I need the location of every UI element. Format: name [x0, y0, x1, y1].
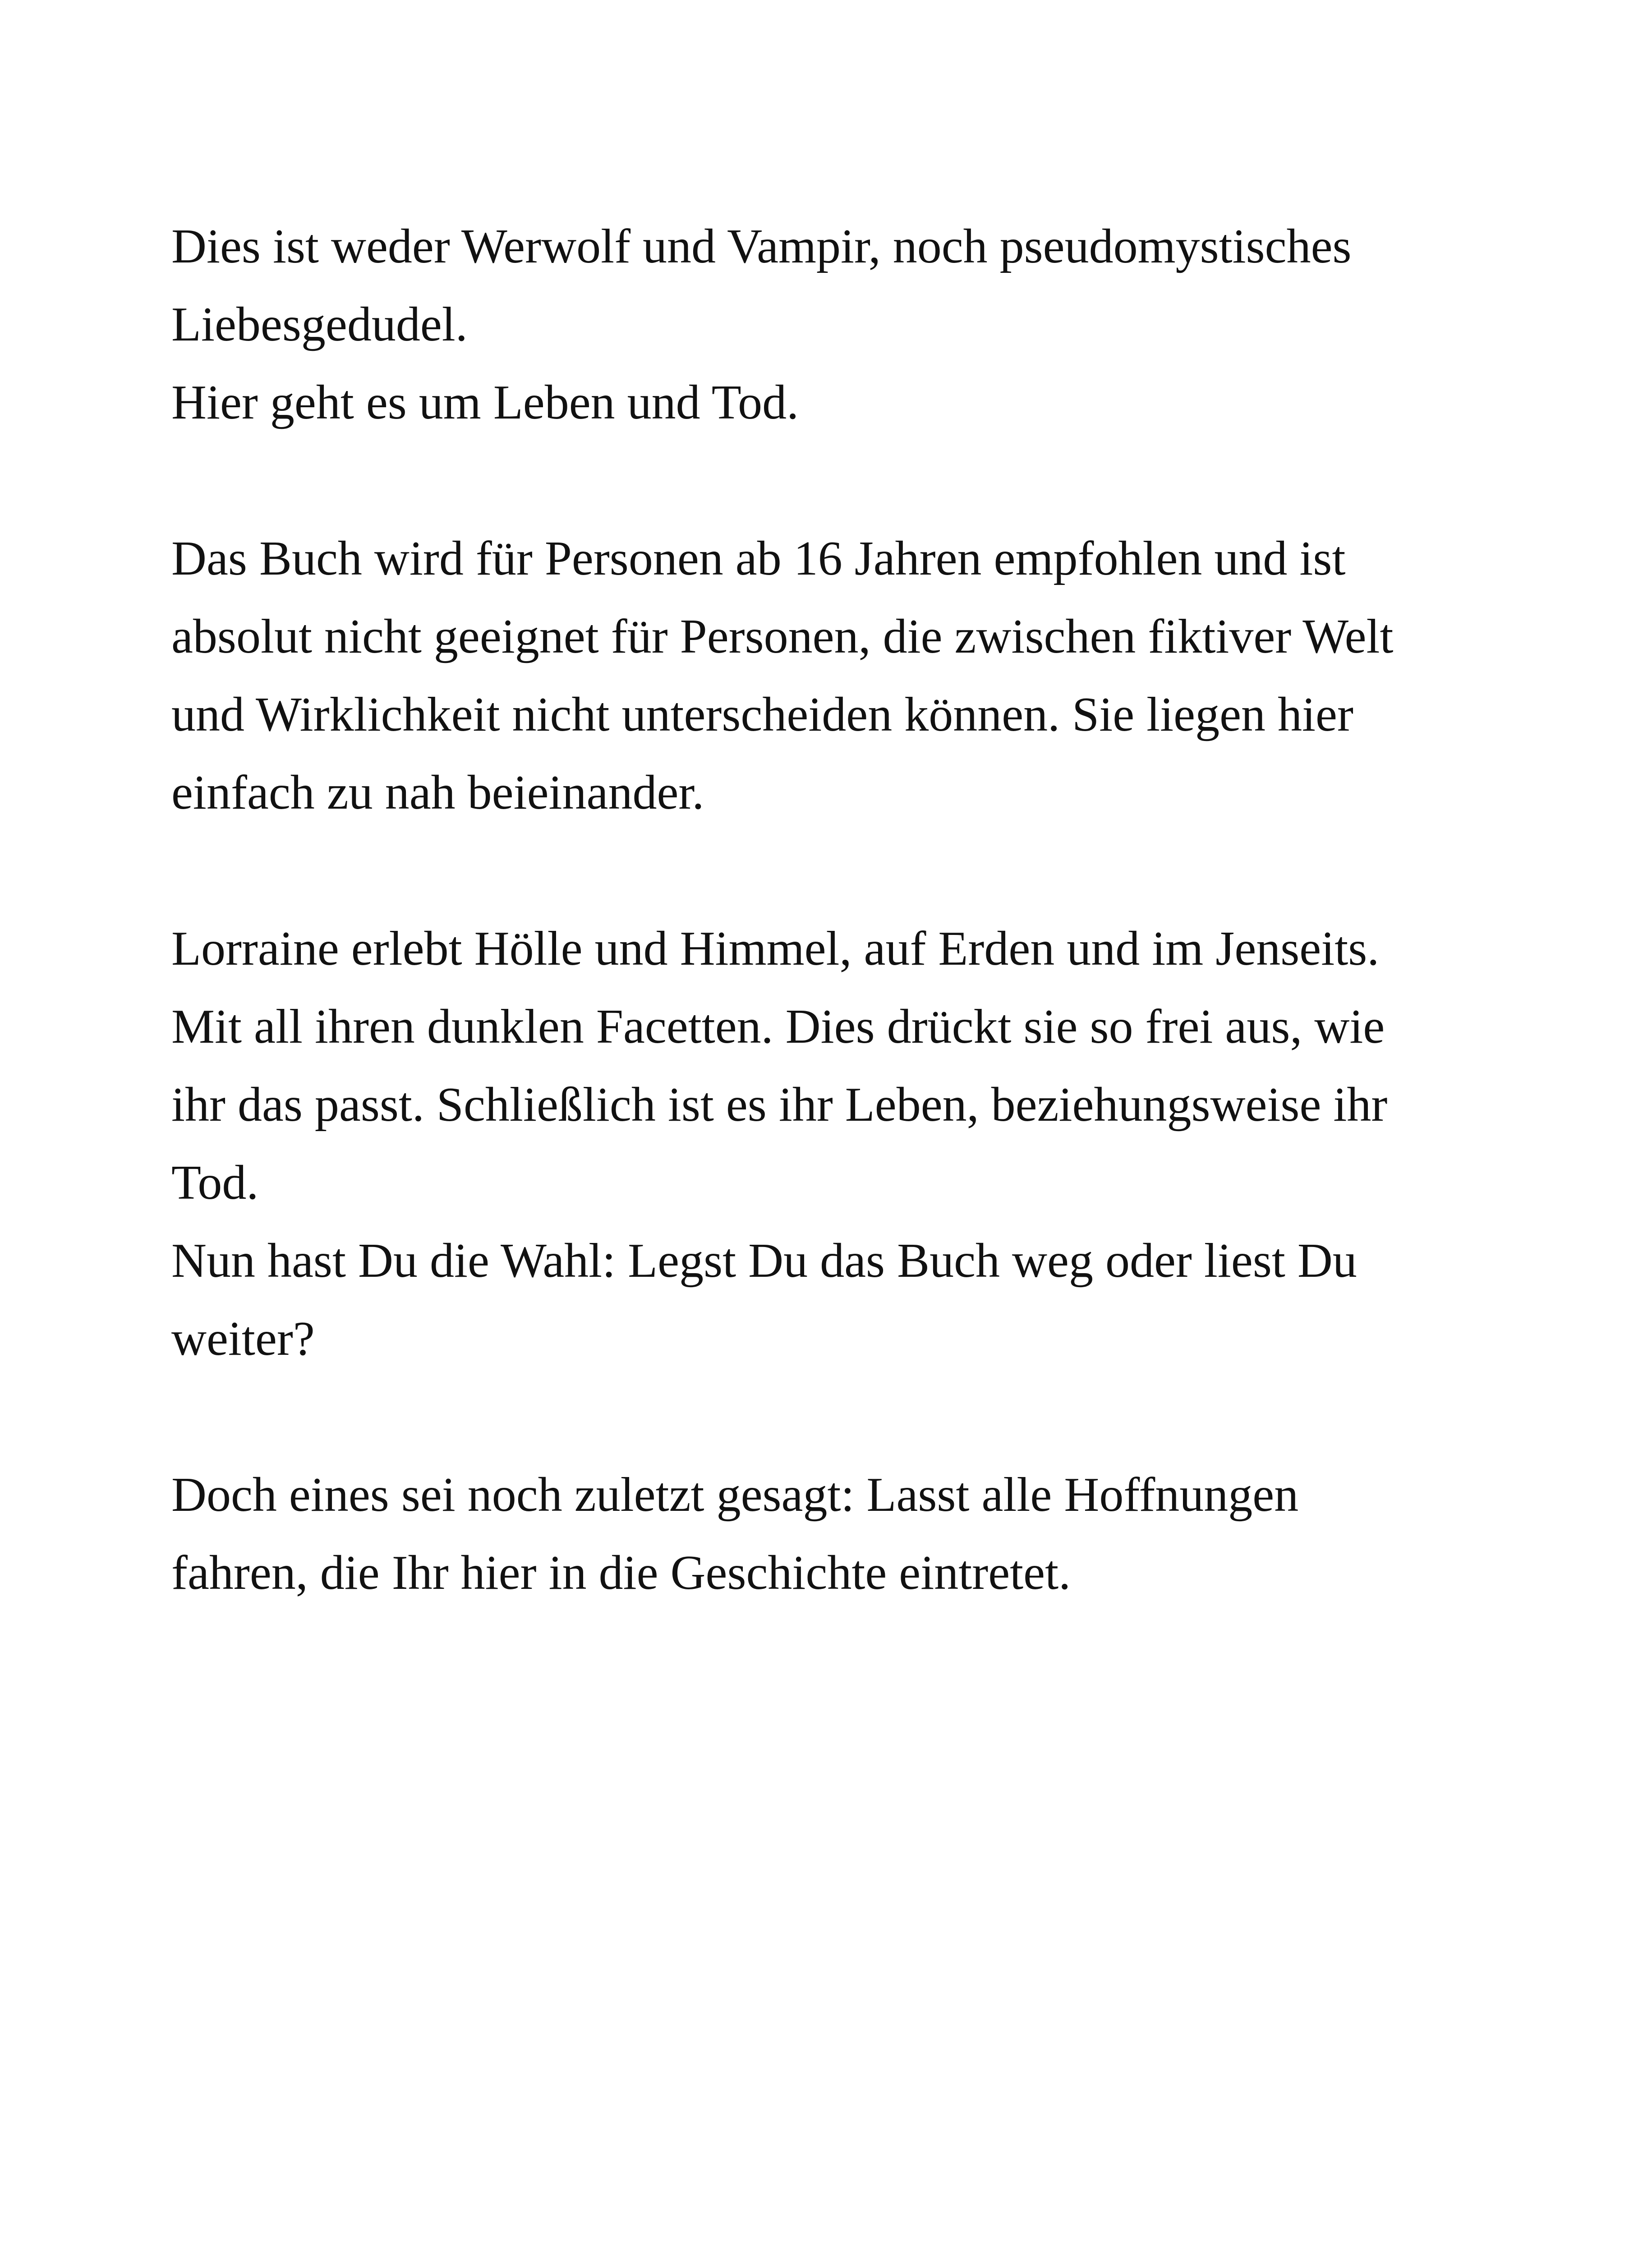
text-line: Hier geht es um Leben und Tod.: [171, 376, 799, 429]
text-line: und Wirklichkeit nicht unterscheiden können. Sie liegen hier: [171, 688, 1353, 741]
text-line: fahren, die Ihr hier in die Geschichte eintretet.: [171, 1546, 1071, 1600]
text-line: ihr das passt. Schließlich ist es ihr Leben, beziehungsweise ihr: [171, 1078, 1388, 1132]
body-text: [171, 207, 1452, 1612]
text-line: Doch eines sei noch zuletzt gesagt: Lasst alle Hoffnungen: [171, 1468, 1299, 1522]
text-line: Liebesgedudel.: [171, 298, 468, 351]
paragraph-spacer: [171, 1378, 1452, 1456]
text-line: Tod.: [171, 1156, 259, 1210]
text-line: weiter?: [171, 1312, 315, 1366]
paragraph-closing: [171, 1456, 1452, 1612]
paragraph-lorraine: [171, 910, 1452, 1378]
text-line: absolut nicht geeignet für Personen, die zwischen fiktiver Welt: [171, 610, 1394, 663]
text-line: Mit all ihren dunklen Facetten. Dies drückt sie so frei aus, wie: [171, 1000, 1385, 1054]
text-line: Nun hast Du die Wahl: Legst Du das Buch weg oder liest Du: [171, 1234, 1357, 1288]
text-line: Dies ist weder Werwolf und Vampir, noch pseudomystisches: [171, 220, 1352, 273]
text-line: Das Buch wird für Personen ab 16 Jahren empfohlen und ist: [171, 532, 1346, 585]
text-line: einfach zu nah beieinander.: [171, 766, 704, 819]
paragraph-spacer: [171, 442, 1452, 520]
paragraph-age-warning: [171, 520, 1452, 832]
paragraph-spacer: [171, 832, 1452, 910]
text-line: Lorraine erlebt Hölle und Himmel, auf Erden und im Jenseits.: [171, 922, 1380, 976]
paragraph-intro: [171, 207, 1452, 442]
